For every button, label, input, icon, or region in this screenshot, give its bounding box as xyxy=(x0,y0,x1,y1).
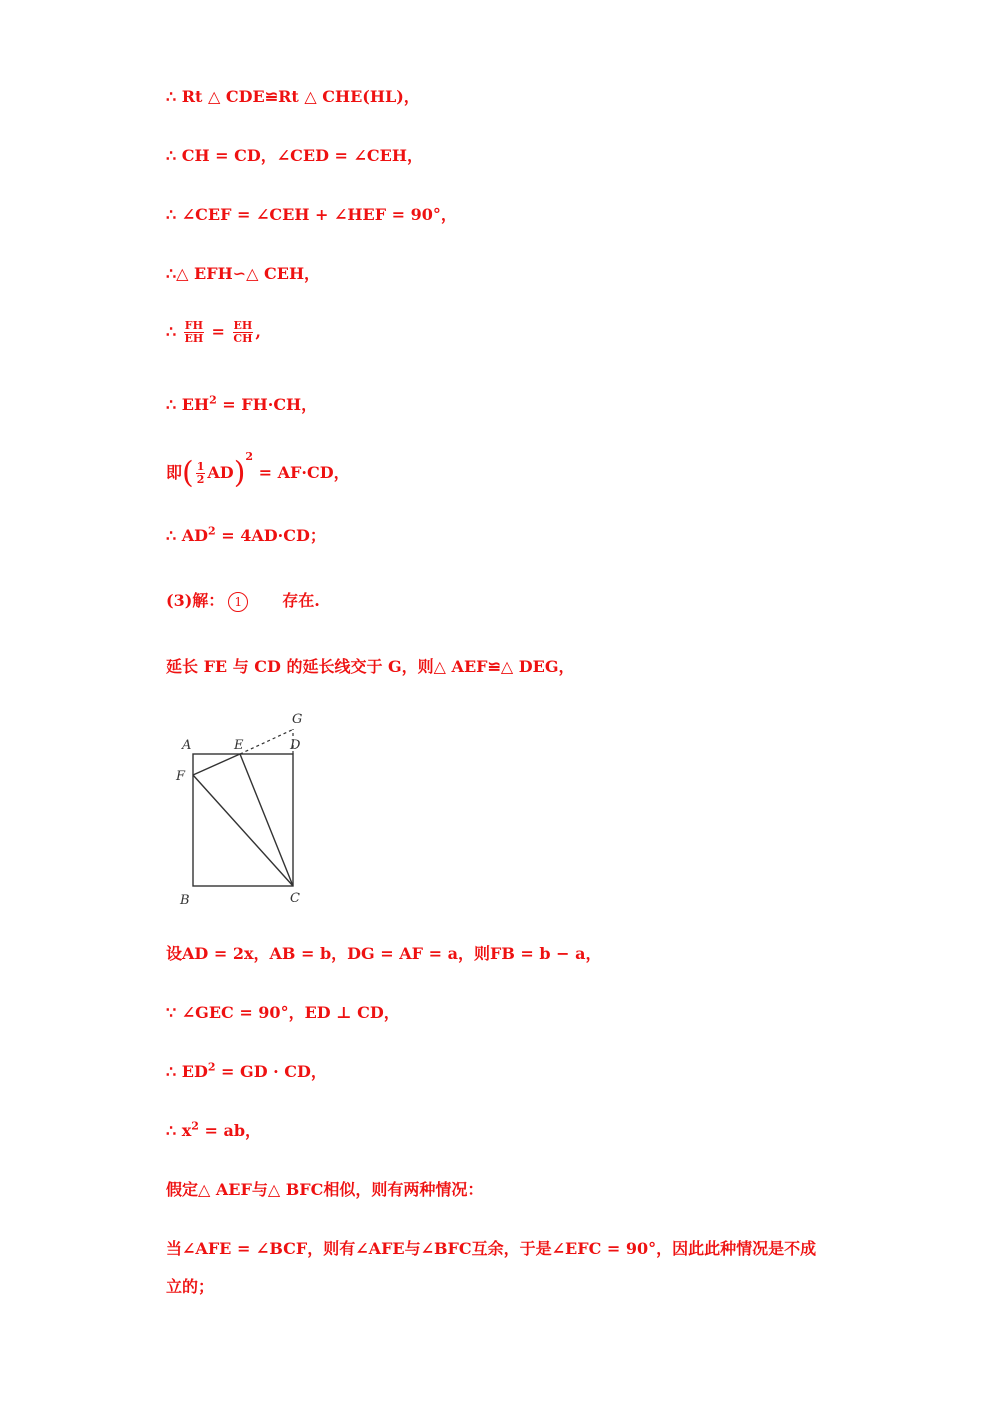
segment-ec xyxy=(240,754,293,886)
fraction-fh-eh: $\frac{FH}{EH}$ xyxy=(184,319,204,345)
circled-number-1: 1 xyxy=(228,592,248,612)
proof-line-7: 即( $\frac{1}{2}$ AD)$^2$ = AF·CD， xyxy=(166,450,350,491)
label-g: G xyxy=(292,712,303,727)
geometry-figure xyxy=(170,708,320,910)
rectangle-abcd xyxy=(193,754,293,886)
fraction-one-half: $\frac{1}{2}$ xyxy=(196,460,205,486)
proof-line-17: 立的； xyxy=(166,1277,215,1296)
label-a: A xyxy=(182,738,192,753)
label-f: F xyxy=(176,769,186,784)
proof-line-11: 设AD = 2x，AB = b，DG = AF = a，则FB = b − a， xyxy=(166,944,602,963)
therefore-symbol: ∴ xyxy=(166,322,177,341)
segment-eg-dashed xyxy=(240,729,294,754)
proof-line-10: 延长 FE 与 CD 的延长线交于 G，则△ AEF≌△ DEG， xyxy=(166,657,575,676)
proof-line-1: ∴ Rt △ CDE≌Rt △ CHE(HL)， xyxy=(166,87,420,106)
proof-line-5: ∴ $\frac{FH}{EH}$ = $\frac{EH}{CH}$ , xyxy=(166,319,261,345)
proof-line-14: ∴ $x^2$ = ab， xyxy=(166,1119,262,1140)
proof-line-6: ∴ $EH^2 = FH\cdot CH$， xyxy=(166,393,318,414)
proof-line-3: ∴ ∠CEF = ∠CEH + ∠HEF = 90°， xyxy=(166,205,457,224)
proof-line-13: ∴ $ED^2$ = GD · CD， xyxy=(166,1060,327,1081)
proof-line-2: ∴ CH = CD，∠CED = ∠CEH， xyxy=(166,146,423,165)
proof-line-12: ∵ ∠GEC = 90°，ED ⊥ CD， xyxy=(166,1003,400,1022)
label-b: B xyxy=(180,893,190,908)
proof-line-4: ∴△ EFH∽△ CEH， xyxy=(166,264,321,283)
proof-line-15: 假定△ AEF与△ BFC相似，则有两种情况： xyxy=(166,1180,484,1199)
segment-fc xyxy=(193,775,293,886)
label-c: C xyxy=(290,891,300,906)
proof-line-16: 当∠AFE = ∠BCF，则有∠AFE与∠BFC互余，于是∠EFC = 90°，因此此种情况是不成 xyxy=(166,1239,817,1258)
segment-fe xyxy=(193,754,240,775)
fraction-eh-ch: $\frac{EH}{CH}$ xyxy=(233,319,253,345)
label-e: E xyxy=(234,738,244,753)
label-d: D xyxy=(290,738,301,753)
proof-line-8: ∴ $AD^2 = 4AD\cdot CD$； xyxy=(166,524,326,545)
rectangle-diagram xyxy=(170,708,320,910)
proof-line-9: (3)解： 1 存在. xyxy=(166,591,320,610)
